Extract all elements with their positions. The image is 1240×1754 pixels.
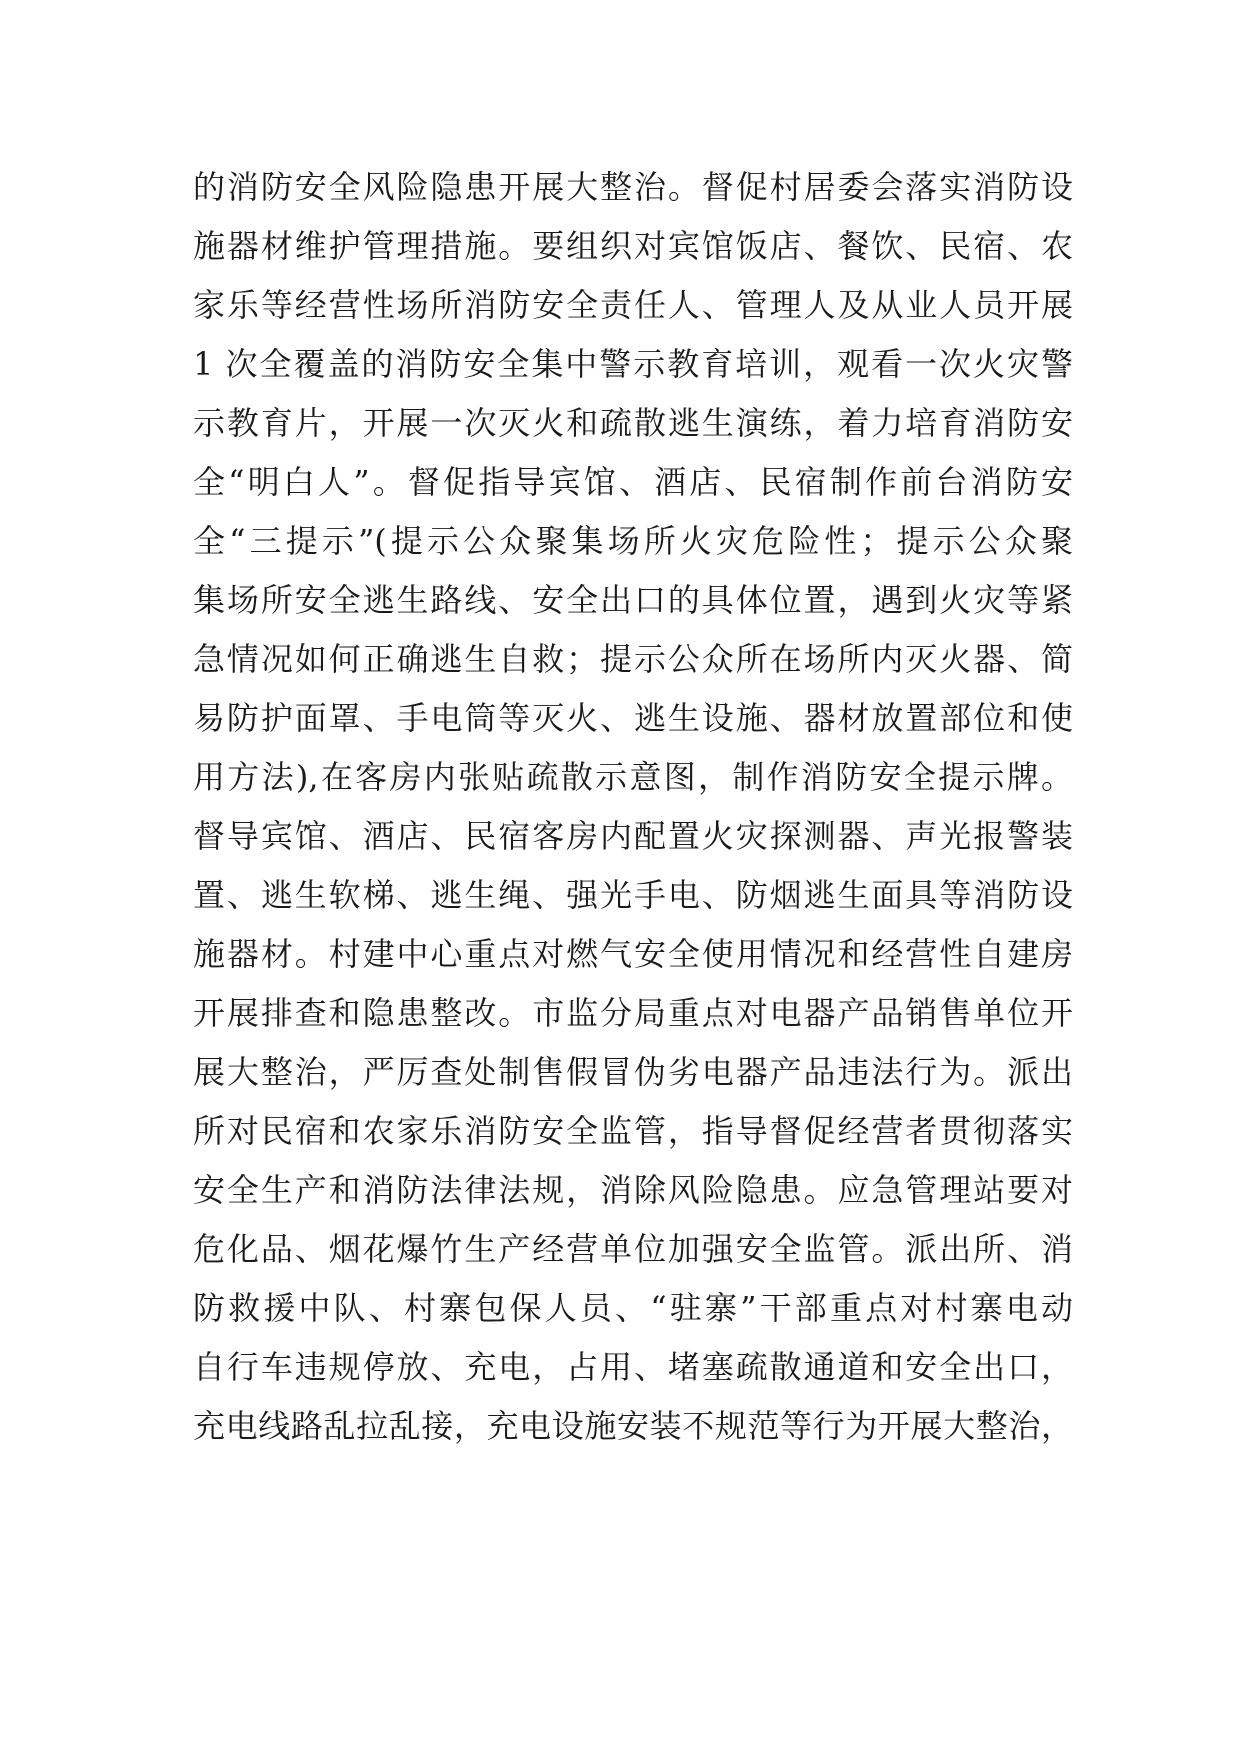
text-line: 充电线路乱拉乱接，充电设施安装不规范等行为开展大整治， <box>193 1407 1073 1445</box>
text-line: 全“三提示”(提示公众聚集场所火灾危险性；提示公众聚 <box>193 522 1073 560</box>
text-line: 所对民宿和农家乐消防安全监管，指导督促经营者贯彻落实 <box>193 1112 1073 1150</box>
text-line: 危化品、烟花爆竹生产经营单位加强安全监管。派出所、消 <box>193 1230 1073 1268</box>
text-line: 集场所安全逃生路线、安全出口的具体位置，遇到火灾等紧 <box>193 581 1073 619</box>
text-line: 防救援中队、村寨包保人员、“驻寨”干部重点对村寨电动 <box>193 1289 1073 1327</box>
text-line: 易防护面罩、手电筒等灭火、逃生设施、器材放置部位和使 <box>193 699 1073 737</box>
body-text <box>193 158 1073 1456</box>
text-line: 用方法),在客房内张贴疏散示意图，制作消防安全提示牌。 <box>193 758 1073 796</box>
text-line: 全“明白人”。督促指导宾馆、酒店、民宿制作前台消防安 <box>193 463 1073 501</box>
text-line: 示教育片，开展一次灭火和疏散逃生演练，着力培育消防安 <box>193 404 1073 442</box>
text-line: 展大整治，严厉查处制售假冒伪劣电器产品违法行为。派出 <box>193 1053 1073 1091</box>
text-line: 开展排查和隐患整改。市监分局重点对电器产品销售单位开 <box>193 994 1073 1032</box>
text-line: 1 次全覆盖的消防安全集中警示教育培训，观看一次火灾警 <box>193 345 1073 383</box>
text-line: 自行车违规停放、充电，占用、堵塞疏散通道和安全出口， <box>193 1348 1073 1386</box>
text-line: 安全生产和消防法律法规，消除风险隐患。应急管理站要对 <box>193 1171 1073 1209</box>
text-line: 急情况如何正确逃生自救；提示公众所在场所内灭火器、简 <box>193 640 1073 678</box>
text-line: 置、逃生软梯、逃生绳、强光手电、防烟逃生面具等消防设 <box>193 876 1073 914</box>
text-line: 督导宾馆、酒店、民宿客房内配置火灾探测器、声光报警装 <box>193 817 1073 855</box>
text-line: 施器材。村建中心重点对燃气安全使用情况和经营性自建房 <box>193 935 1073 973</box>
text-line: 的消防安全风险隐患开展大整治。督促村居委会落实消防设 <box>193 168 1073 206</box>
text-line: 施器材维护管理措施。要组织对宾馆饭店、餐饮、民宿、农 <box>193 227 1073 265</box>
text-line: 家乐等经营性场所消防安全责任人、管理人及从业人员开展 <box>193 286 1073 324</box>
